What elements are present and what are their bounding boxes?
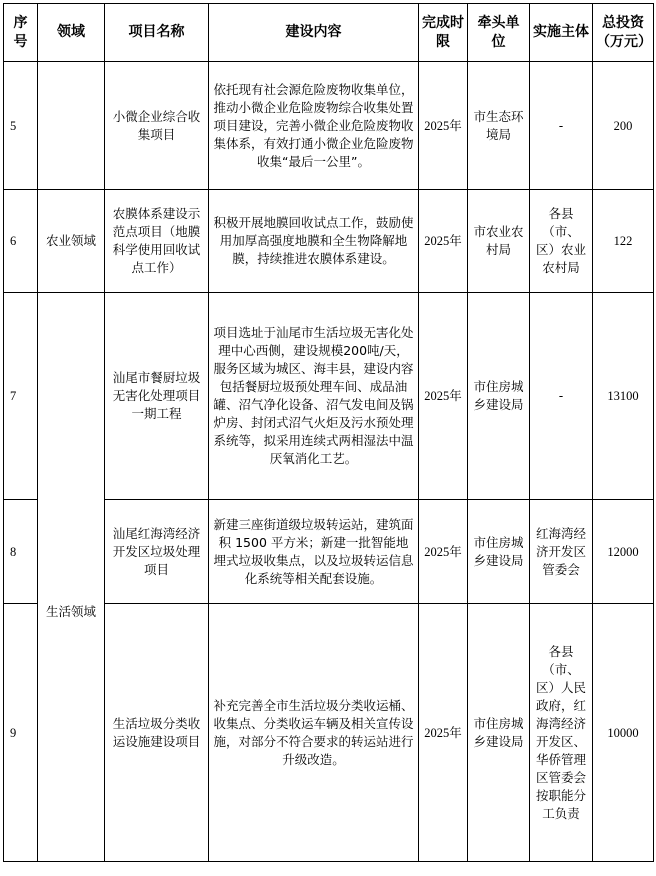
row-deadline: 2025年	[419, 604, 468, 862]
row-content: 补充完善全市生活垃圾分类收运桶、收集点、分类收运车辆及相关宣传设施，对部分不符合要求的转运站进行升级改造。	[209, 604, 419, 862]
row-implementer: 各县（市、区）农业农村局	[530, 190, 593, 293]
row-serial: 6	[4, 190, 38, 293]
row-lead-unit: 市住房城乡建设局	[468, 293, 530, 500]
row-investment: 200	[593, 62, 654, 190]
row-content: 依托现有社会源危险废物收集单位，推动小微企业危险废物综合收集处置项目建设，完善小微企业危险废物收集体系，有效打通小微企业危险废物收集“最后一公里”。	[209, 62, 419, 190]
row-implementer: 红海湾经济开发区管委会	[530, 500, 593, 604]
header-implementer: 实施主体	[530, 4, 593, 62]
row-project-name: 小微企业综合收集项目	[105, 62, 209, 190]
row-deadline: 2025年	[419, 190, 468, 293]
header-content: 建设内容	[209, 4, 419, 62]
row-deadline: 2025年	[419, 293, 468, 500]
header-serial: 序号	[4, 4, 38, 62]
header-investment: 总投资（万元）	[593, 4, 654, 62]
row-project-name: 农膜体系建设示范点项目（地膜科学使用回收试点工作）	[105, 190, 209, 293]
row-lead-unit: 市农业农村局	[468, 190, 530, 293]
row-investment: 12000	[593, 500, 654, 604]
table-row	[4, 62, 654, 190]
row-serial: 7	[4, 293, 38, 500]
row-investment: 122	[593, 190, 654, 293]
row-content: 积极开展地膜回收试点工作，鼓励使用加厚高强度地膜和全生物降解地膜，持续推进农膜体系建设。	[209, 190, 419, 293]
row-implementer: -	[530, 62, 593, 190]
table-row	[4, 293, 654, 500]
row-implementer: -	[530, 293, 593, 500]
table-row	[4, 190, 654, 293]
row-domain: 农业领域	[38, 190, 105, 293]
row-serial: 5	[4, 62, 38, 190]
row-project-name: 汕尾市餐厨垃圾无害化处理项目一期工程	[105, 293, 209, 500]
header-project-name: 项目名称	[105, 4, 209, 62]
row-serial: 8	[4, 500, 38, 604]
row-domain	[38, 62, 105, 190]
row-serial: 9	[4, 604, 38, 862]
row-deadline: 2025年	[419, 62, 468, 190]
row-investment: 13100	[593, 293, 654, 500]
row-project-name: 生活垃圾分类收运设施建设项目	[105, 604, 209, 862]
row-investment: 10000	[593, 604, 654, 862]
header-lead-unit: 牵头单位	[468, 4, 530, 62]
row-implementer: 各县（市、区）人民政府，红海湾经济开发区、华侨管理区管委会按职能分工负责	[530, 604, 593, 862]
row-content: 新建三座街道级垃圾转运站，建筑面积 1500 平方米；新建一批智能地埋式垃圾收集点，以及垃圾转运信息化系统等相关配套设施。	[209, 500, 419, 604]
row-content: 项目选址于汕尾市生活垃圾无害化处理中心西侧，建设规模200吨/天，服务区域为城区、海丰县，建设内容包括餐厨垃圾预处理车间、成品油罐、沼气净化设备、沼气发电间及锅炉房、封闭式沼气火炬及污水预处理系统等，拟采用连续式两相湿法中温厌氧消化工艺。	[209, 293, 419, 500]
row-domain-merged: 生活领域	[38, 293, 105, 862]
header-deadline: 完成时限	[419, 4, 468, 62]
row-lead-unit: 市住房城乡建设局	[468, 604, 530, 862]
row-project-name: 汕尾红海湾经济开发区垃圾处理项目	[105, 500, 209, 604]
row-deadline: 2025年	[419, 500, 468, 604]
row-lead-unit: 市住房城乡建设局	[468, 500, 530, 604]
row-lead-unit: 市生态环境局	[468, 62, 530, 190]
project-table	[3, 3, 654, 862]
header-row	[4, 4, 654, 62]
header-domain: 领域	[38, 4, 105, 62]
